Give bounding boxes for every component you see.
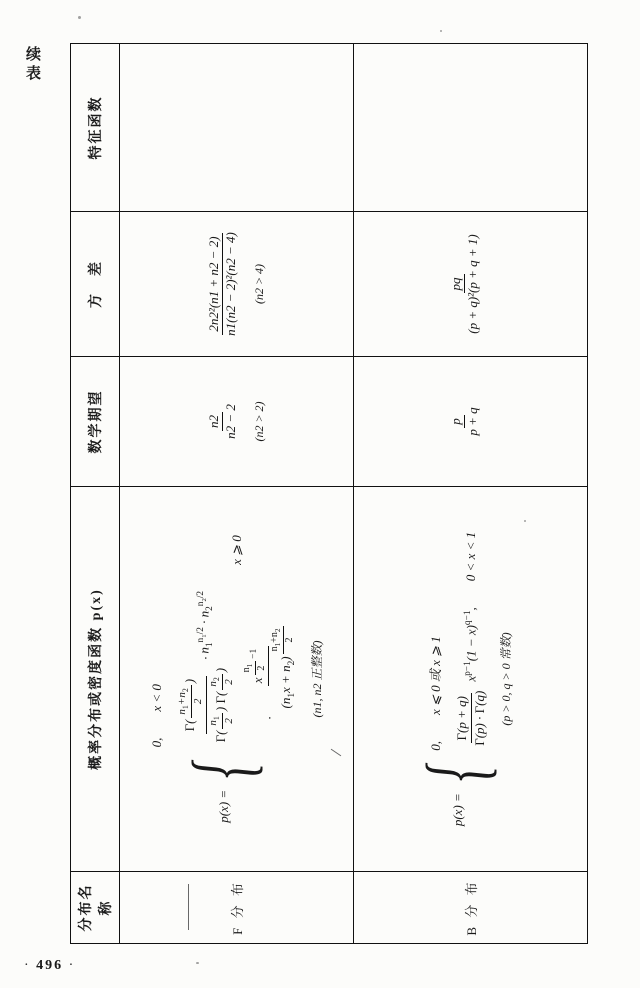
pdf-cell-b: p(x) = { 0, x ⩽ 0 或 x ⩾ 1 Γ(p + q) Γ(p) · Γ(q) $x^{p-1}(1 - x)^{q-1}$, 0 < x < 1 (p > 0, q > 0 常数) bbox=[354, 487, 588, 872]
pdf-cell-f: p(x) = { 0, x < 0 Γ( $n_1+n_2$ 2 ) Γ( $n_1$ 2 ) Γ( $n_2$ 2 ) · $n_1^{n_1/2} \cdot n_2^{n_2/2}$ · x $^{n_1 2 -1}$ $(n_1x + n_2)$ $^{n_1+n_2 2}$ x ⩾ 0 (n1, n2 正整数) bbox=[120, 487, 354, 872]
char-func-cell-f bbox=[120, 44, 354, 212]
mean-cell-f bbox=[120, 357, 354, 487]
pdf-gamma-fraction-b: Γ(p + q) Γ(p) · Γ(q) bbox=[454, 690, 487, 746]
char-func-cell-b bbox=[354, 44, 588, 212]
table-area bbox=[70, 44, 570, 944]
header-characteristic-function: 特征函数 bbox=[71, 44, 120, 212]
table-row bbox=[354, 44, 588, 944]
mean-numerator-f: n2 bbox=[206, 412, 223, 431]
pdf-note-f: (n1, n2 正整数) bbox=[309, 640, 324, 718]
pdf-case2-condition-b: 0 < x < 1 bbox=[463, 531, 479, 582]
pdf-gamma-fraction-f: Γ( $n_1+n_2$ 2 ) Γ( $n_1$ 2 ) Γ( $n_2$ 2 ) bbox=[175, 667, 235, 743]
pdf-case1-value-b: 0, bbox=[427, 741, 443, 751]
variance-denominator-f: n1(n2 − 2)²(n2 − 4) bbox=[222, 232, 238, 336]
mean-denominator-f: n2 − 2 bbox=[222, 404, 238, 439]
header-pdf: 概率分布或密度函数 p(x) bbox=[71, 487, 120, 872]
header-variance: 方 差 bbox=[71, 212, 120, 357]
mean-fraction-f bbox=[206, 401, 240, 442]
variance-condition-f: (n2 > 4) bbox=[252, 263, 267, 305]
pdf-x-fraction-f: x $^{n_1 2 -1}$ $(n_1x + n_2)$ $^{n_1+n_2 2}$ bbox=[241, 621, 299, 712]
pdf-case1-condition-f: x < 0 bbox=[149, 684, 165, 712]
table-row bbox=[120, 44, 354, 944]
mean-condition-f: (n2 > 2) bbox=[252, 401, 267, 442]
variance-cell-f bbox=[120, 212, 354, 357]
header-distribution-name: 分布名称 bbox=[71, 872, 120, 944]
mean-numerator-b: p bbox=[448, 415, 465, 428]
page-number-dot-right: · bbox=[68, 958, 76, 973]
variance-numerator-b: pq bbox=[448, 275, 465, 294]
pdf-lead-f: p(x) = bbox=[215, 789, 231, 823]
pdf-lead-b: p(x) = bbox=[449, 793, 465, 827]
variance-denominator-b: (p + q)²(p + q + 1) bbox=[465, 234, 480, 334]
mean-fraction-b bbox=[448, 404, 482, 438]
page-number bbox=[24, 958, 75, 974]
variance-fraction-b bbox=[448, 231, 482, 337]
table-header-row bbox=[71, 44, 120, 944]
header-mean: 数学期望 bbox=[71, 357, 120, 487]
pdf-case1-condition-b: x ⩽ 0 或 x ⩾ 1 bbox=[427, 636, 443, 716]
mean-cell-b bbox=[354, 357, 588, 487]
variance-numerator-f: 2n2²(n1 + n2 − 2) bbox=[206, 233, 223, 334]
mean-denominator-b: p + q bbox=[465, 407, 480, 436]
pdf-case2-condition-f: x ⩾ 0 bbox=[229, 535, 245, 565]
distribution-name-f: F 分 布 bbox=[120, 872, 354, 944]
page-number-dot-left: · bbox=[24, 958, 31, 973]
continued-table-label: 续表 bbox=[24, 46, 40, 84]
pdf-note-b: (p > 0, q > 0 常数) bbox=[499, 632, 514, 726]
distribution-name-b: B 分 布 bbox=[354, 872, 588, 944]
left-brace-icon: { bbox=[408, 762, 505, 782]
page-number-value: 496 bbox=[36, 958, 64, 973]
distribution-table bbox=[70, 43, 588, 944]
variance-cell-b bbox=[354, 212, 588, 357]
left-brace-icon: { bbox=[174, 759, 271, 779]
pdf-case1-value-f: 0, bbox=[149, 737, 165, 748]
variance-fraction-f bbox=[206, 229, 240, 339]
